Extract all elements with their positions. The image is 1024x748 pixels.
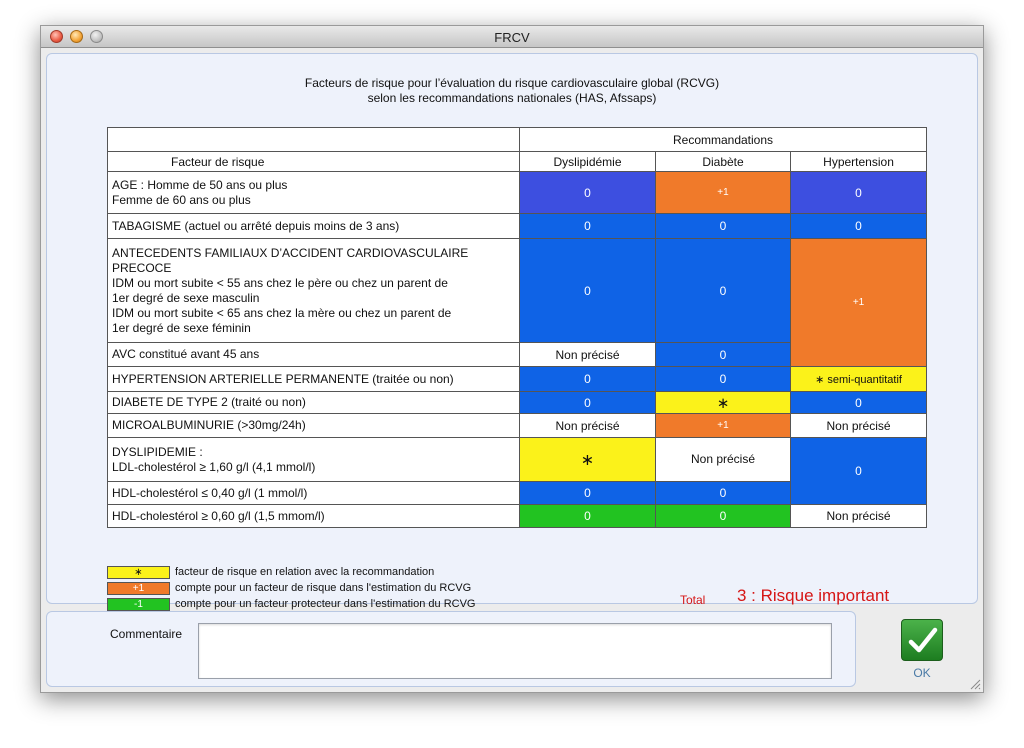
table-row: [108, 172, 927, 214]
cell-age-dyslipidemie: 0: [520, 172, 656, 214]
cell-hdl-high-dyslipidemie: 0: [520, 505, 656, 528]
risk-factor-table: [107, 127, 927, 528]
table-row: [108, 414, 927, 438]
table-row: [108, 239, 927, 343]
row-label-avc: AVC constitué avant 45 ans: [108, 343, 520, 367]
cell-micro-dyslipidemie: Non précisé: [520, 414, 656, 438]
cell-ldl-dyslipidemie: ∗: [520, 438, 656, 482]
cell-hdl-low-dyslipidemie: 0: [520, 482, 656, 505]
comment-label: Commentaire: [110, 627, 183, 641]
cell-tabagisme-hypertension: 0: [791, 214, 927, 239]
legend-swatch-green: -1: [107, 598, 170, 611]
corner-cell: [108, 128, 520, 152]
legend-item: [107, 580, 475, 596]
table-row: [108, 214, 927, 239]
cell-diabete-hypertension: 0: [791, 392, 927, 414]
legend-swatch-orange: +1: [107, 582, 170, 595]
cell-tabagisme-diabete: 0: [656, 214, 791, 239]
cell-ldl-diabete: Non précisé: [656, 438, 791, 482]
table-row: [108, 392, 927, 414]
legend-item: [107, 564, 475, 580]
hypertension-column-header: Hypertension: [791, 152, 927, 172]
cell-hta-hypertension: ∗ semi-quantitatif: [791, 367, 927, 392]
table-row: [108, 367, 927, 392]
cell-hdl-low-diabete: 0: [656, 482, 791, 505]
row-label-antecedents: ANTECEDENTS FAMILIAUX D’ACCIDENT CARDIOVASCULAIRE PRECOCE IDM ou mort subite < 55 ans chez le père ou chez un parent de 1er degré de sexe masculin IDM ou mort subite < 65 ans chez la mère ou chez un parent de 1er degré de sexe féminin: [108, 239, 520, 343]
table-row: [108, 505, 927, 528]
window-title: FRCV: [494, 30, 530, 45]
cell-tabagisme-dyslipidemie: 0: [520, 214, 656, 239]
cell-micro-diabete: +1: [656, 414, 791, 438]
row-label-age: AGE : Homme de 50 ans ou plus Femme de 60 ans ou plus: [108, 172, 520, 214]
diabete-column-header: Diabète: [656, 152, 791, 172]
cell-hdl-high-diabete: 0: [656, 505, 791, 528]
risk-panel: [46, 53, 978, 610]
comment-field[interactable]: [198, 623, 832, 679]
row-label-hdl-low: HDL-cholestérol ≤ 0,40 g/l (1 mmol/l): [108, 482, 520, 505]
frcv-window: [40, 25, 984, 693]
title-line-1: Facteurs de risque pour l’évaluation du risque cardiovasculaire global (RCVG): [304, 76, 720, 90]
cell-hdl-high-hypertension: Non précisé: [791, 505, 927, 528]
total-value: 3 : Risque important: [737, 586, 890, 605]
recommandations-header: Recommandations: [520, 128, 927, 152]
cell-antecedents-hypertension: +1: [791, 239, 927, 367]
row-label-microalbuminurie: MICROALBUMINURIE (>30mg/24h): [108, 414, 520, 438]
cell-diabete-dyslipidemie: 0: [520, 392, 656, 414]
legend-text: facteur de risque en relation avec la recommandation: [175, 566, 435, 578]
cell-hta-diabete: 0: [656, 367, 791, 392]
legend-text: compte pour un facteur de risque dans l'estimation du RCVG: [175, 582, 472, 594]
legend-item: [107, 596, 475, 612]
cell-ldl-hypertension: 0: [791, 438, 927, 505]
row-label-dyslipidemie: DYSLIPIDEMIE : LDL-cholestérol ≥ 1,60 g/l (4,1 mmol/l): [108, 438, 520, 482]
cell-age-diabete: +1: [656, 172, 791, 214]
title-line-2: selon les recommandations nationales (HAS, Afssaps): [367, 91, 657, 105]
legend: [107, 564, 475, 612]
ok-button[interactable]: [901, 619, 945, 681]
row-label-hdl-high: HDL-cholestérol ≥ 0,60 g/l (1,5 mmom/l): [108, 505, 520, 528]
comment-panel: [46, 611, 856, 687]
resize-grip-icon[interactable]: [969, 678, 981, 690]
title-bar: [41, 26, 983, 48]
cell-hta-dyslipidemie: 0: [520, 367, 656, 392]
row-label-hypertension: HYPERTENSION ARTERIELLE PERMANENTE (traitée ou non): [108, 367, 520, 392]
cell-micro-hypertension: Non précisé: [791, 414, 927, 438]
checkmark-icon[interactable]: [901, 619, 943, 661]
row-label-diabete: DIABETE DE TYPE 2 (traité ou non): [108, 392, 520, 414]
cell-antecedents-dyslipidemie: 0: [520, 239, 656, 343]
factor-column-header: Facteur de risque: [108, 152, 520, 172]
ok-label[interactable]: OK: [913, 666, 931, 680]
legend-text: compte pour un facteur protecteur dans l'estimation du RCVG: [175, 598, 476, 610]
row-label-tabagisme: TABAGISME (actuel ou arrêté depuis moins de 3 ans): [108, 214, 520, 239]
cell-age-hypertension: 0: [791, 172, 927, 214]
cell-antecedents-diabete: 0: [656, 239, 791, 343]
cell-avc-dyslipidemie: Non précisé: [520, 343, 656, 367]
legend-swatch-yellow: ∗: [107, 566, 170, 579]
total-label: Total: [680, 593, 706, 607]
page-title: [47, 76, 977, 106]
dyslipidemie-column-header: Dyslipidémie: [520, 152, 656, 172]
cell-diabete-diabete: ∗: [656, 392, 791, 414]
cell-avc-diabete: 0: [656, 343, 791, 367]
table-row: [108, 438, 927, 482]
